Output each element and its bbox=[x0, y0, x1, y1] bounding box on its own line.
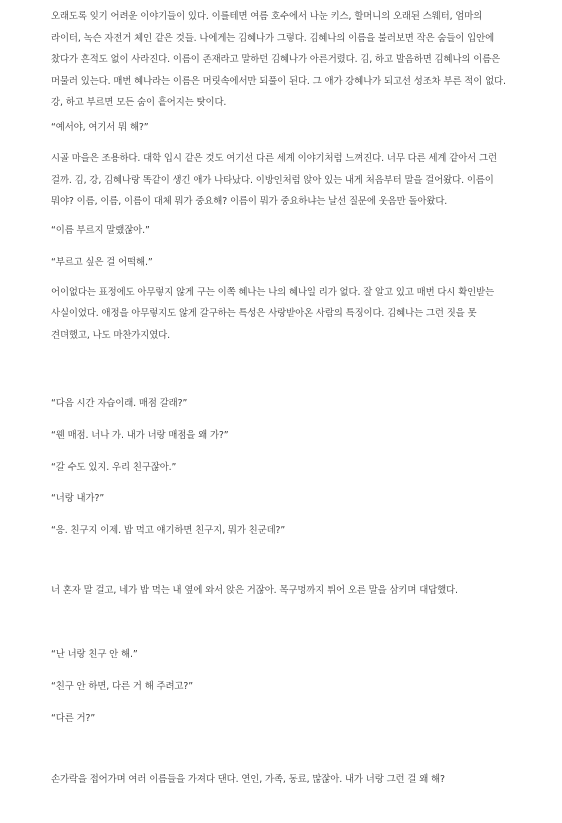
dialogue-line: “다음 시간 자습이래. 매점 갈래?” bbox=[51, 397, 188, 409]
dialogue-line: “응. 친구지 이제. 밥 먹고 얘기하면 친구지, 뭐가 친군데?” bbox=[51, 524, 286, 536]
dialogue-line: “부르고 싶은 걸 어떡해.” bbox=[51, 256, 153, 268]
dialogue-line: “너랑 내가?” bbox=[51, 492, 105, 504]
dialogue-line: “예서야, 여기서 뭐 해?” bbox=[51, 121, 149, 133]
dialogue-line: “이름 부르지 말랬잖아.” bbox=[51, 224, 150, 236]
paragraph-1: 오래도록 잊기 어려운 이야기들이 있다. 이를테면 여름 호수에서 나눈 키스, 할머니의 오래된 스웨터, 엄마의 라이터, 녹슨 자전거 체인 같은 것들. 나에게는 김혜나가 그렇다. 김혜나의 이름을 불러보면 작은 숨들이 입안에 찼다가 흔적도 없이 사라진다. 이름이 존재라고 말하던 김혜나가 아른거렸다. 김, 하고 발음하면 김혜나의 이름은 머물러 있는다. 매번 혜나라는 이름은 머릿속에서만 되풀이 된다. 그 애가 강혜나가 되고선 성조차 부른 적이 없다. 강, 하고 부르면 모든 숨이 흩어지는 탓이다. bbox=[51, 11, 506, 109]
story-text bbox=[51, 6, 511, 791]
dialogue-line: “웬 매점. 너나 가. 내가 너랑 매점을 왜 가?” bbox=[51, 429, 229, 441]
paragraph-4: 너 혼자 말 걸고, 네가 밥 먹는 내 옆에 와서 앉은 거잖아. 목구멍까지 튀어 오른 말을 삼키며 대답했다. bbox=[51, 584, 458, 596]
dialogue-line: “난 너랑 친구 안 해.” bbox=[51, 649, 138, 661]
dialogue-line: “갈 수도 있지. 우리 친구잖아.” bbox=[51, 461, 177, 473]
paragraph-3: 어이없다는 표정에도 아무렇지 않게 구는 이쪽 혜나는 나의 혜나일 리가 없다. 잘 알고 있고 매번 다시 확인받는 사실이었다. 애정을 아무렇지도 않게 갈구하는 특성은 사랑받아온 사람의 특징이다. 김혜나는 그런 짓을 못 견뎌했고, 나도 마찬가지였다. bbox=[51, 286, 495, 341]
paragraph-5: 손가락을 접어가며 여러 이름들을 가져다 댄다. 연인, 가족, 동료, 많잖아. 내가 너랑 그런 걸 왜 해? bbox=[51, 774, 445, 786]
paragraph-2: 시골 마을은 조용하다. 대학 입시 같은 것도 여기선 다른 세계 이야기처럼 느껴진다. 너무 다른 세계 같아서 그런 걸까. 김, 강, 김혜나랑 똑같이 생긴 애가 나타났다. 이방인처럼 앉아 있는 내게 처음부터 말을 걸어왔다. 이름이 뭐야? 이름, 이름, 이름이 대체 뭐가 중요해? 이름이 뭐가 중요하냐는 날선 질문에 웃음만 돌아왔다. bbox=[51, 152, 497, 208]
dialogue-line: “친구 안 하면, 다른 거 해 주려고?” bbox=[51, 681, 194, 693]
dialogue-line: “다른 거?” bbox=[51, 713, 96, 725]
